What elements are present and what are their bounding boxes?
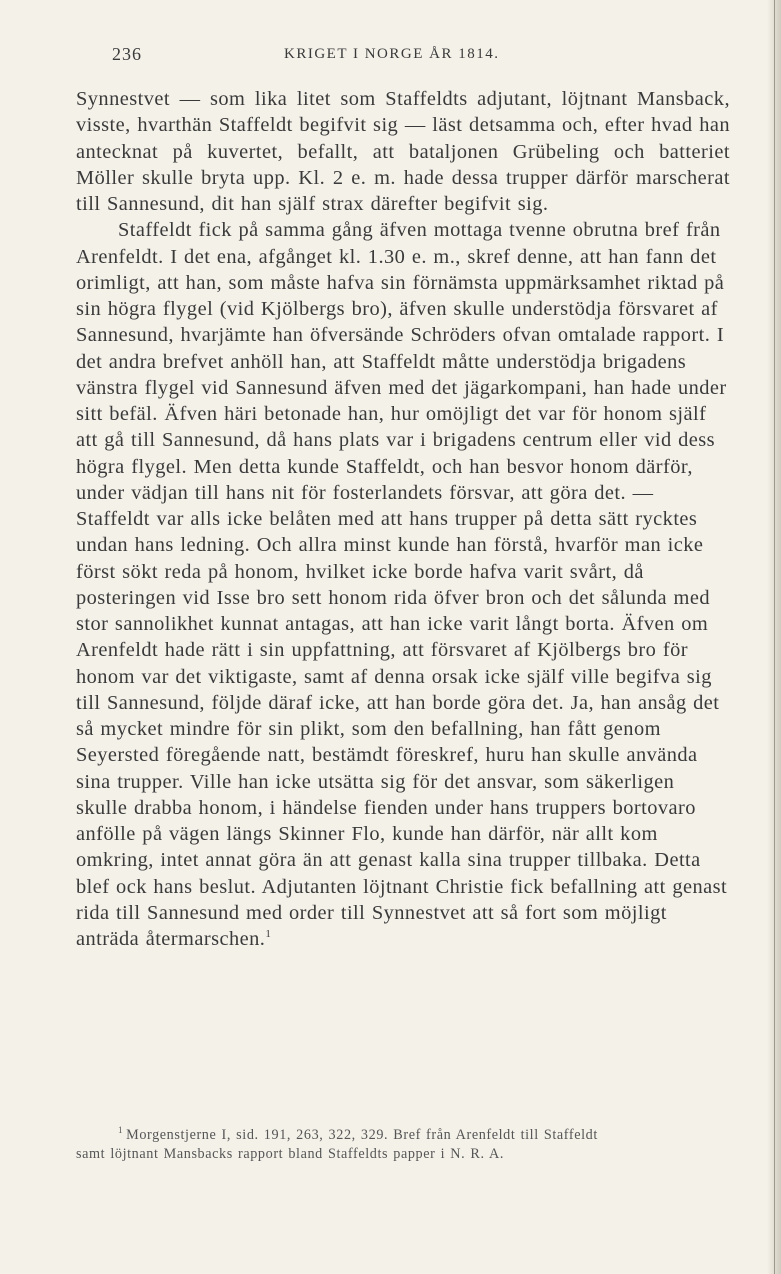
footnote bbox=[76, 1126, 730, 1163]
body-text bbox=[76, 86, 730, 952]
paragraph-2-text: Staffeldt fick på samma gång äfven mottaga tvenne obrutna bref från Arenfeldt. I det ena, afgånget kl. 1.30 e. m., skref denne, att han fann det orimligt, att han, som måste hafva sin förnämsta uppmärksamhet riktad på sin högra flygel (vid Kjölbergs bro), äfven skulle understödja försvaret af Sannesund, hvarjämte han öfversände Schröders ofvan omtalade rapport. I det andra brefvet anhöll han, att Staffeldt måtte understödja brigadens vänstra flygel vid Sannesund äfven med det jägarkompani, han hade under sitt befäl. Äfven häri betonade han, hur omöjligt det var för honom själf att gå till Sannesund, då hans plats var i brigadens centrum eller vid dess högra flygel. Men detta kunde Staffeldt, och han besvor honom därför, under vädjan till hans nit för fosterlandets försvar, att göra det. — Staffeldt var alls icke belåten med att hans trupper på detta sätt rycktes undan hans ledning. Och allra minst kunde han förstå, hvarför man icke först sökt reda på honom, hvilket icke borde hafva varit svårt, då posteringen vid Isse bro sett honom rida öfver bron och det sålunda med stor sannolikhet kunnat antagas, att han icke varit långt borta. Äfven om Arenfeldt hade rätt i sin uppfattning, att försvaret af Kjölbergs bro för honom var det viktigaste, samt af denna orsak icke själf ville begifva sig till Sannesund, följde däraf icke, att han borde göra det. Ja, han ansåg det så mycket mindre för sin plikt, som den befallning, han fått genom Seyersted föregående natt, bestämdt föreskref, huru han skulle använda sina trupper. Ville han icke utsätta sig för det ansvar, som säkerligen skulle drabba honom, i händelse fienden under hans truppers bortovaro anfölle på vägen längs Skinner Flo, kunde han därför, när allt kom omkring, intet annat göra än att genast kalla sina trupper tillbaka. Detta blef ock hans beslut. Adjutanten löjtnant Christie fick befallning att genast rida till Sannesund med order till Synnestvet att så fort som möjligt anträda återmarschen. bbox=[76, 219, 728, 950]
running-title: KRIGET I NORGE ÅR 1814. bbox=[284, 46, 500, 62]
footnote-marker: 1 bbox=[118, 1125, 124, 1136]
page-edge-line bbox=[774, 0, 775, 1274]
page-header bbox=[112, 44, 632, 68]
footnote-text-1: Morgenstjerne I, sid. 191, 263, 322, 329. Bref från Arenfeldt till Staffeldt bbox=[126, 1127, 598, 1143]
footnote-line-2: samt löjtnant Mansbacks rapport bland Staffeldts papper i N. R. A. bbox=[76, 1145, 504, 1162]
paragraph-2 bbox=[76, 217, 730, 952]
paragraph-1: Synnestvet — som lika litet som Staffeldts adjutant, löjtnant Mansback, visste, hvarthän Staffeldt begifvit sig — läst detsamma och, efter hvad han antecknat på kuvertet, befallt, att bataljonen Grübeling och batteriet Möller skulle bryta upp. Kl. 2 e. m. hade dessa trupper därför marscherat till Sannesund, dit han själf strax därefter begifvit sig. bbox=[76, 88, 730, 215]
page-number: 236 bbox=[112, 44, 142, 64]
footnote-line-1 bbox=[76, 1126, 730, 1145]
footnote-reference: 1 bbox=[265, 928, 272, 941]
